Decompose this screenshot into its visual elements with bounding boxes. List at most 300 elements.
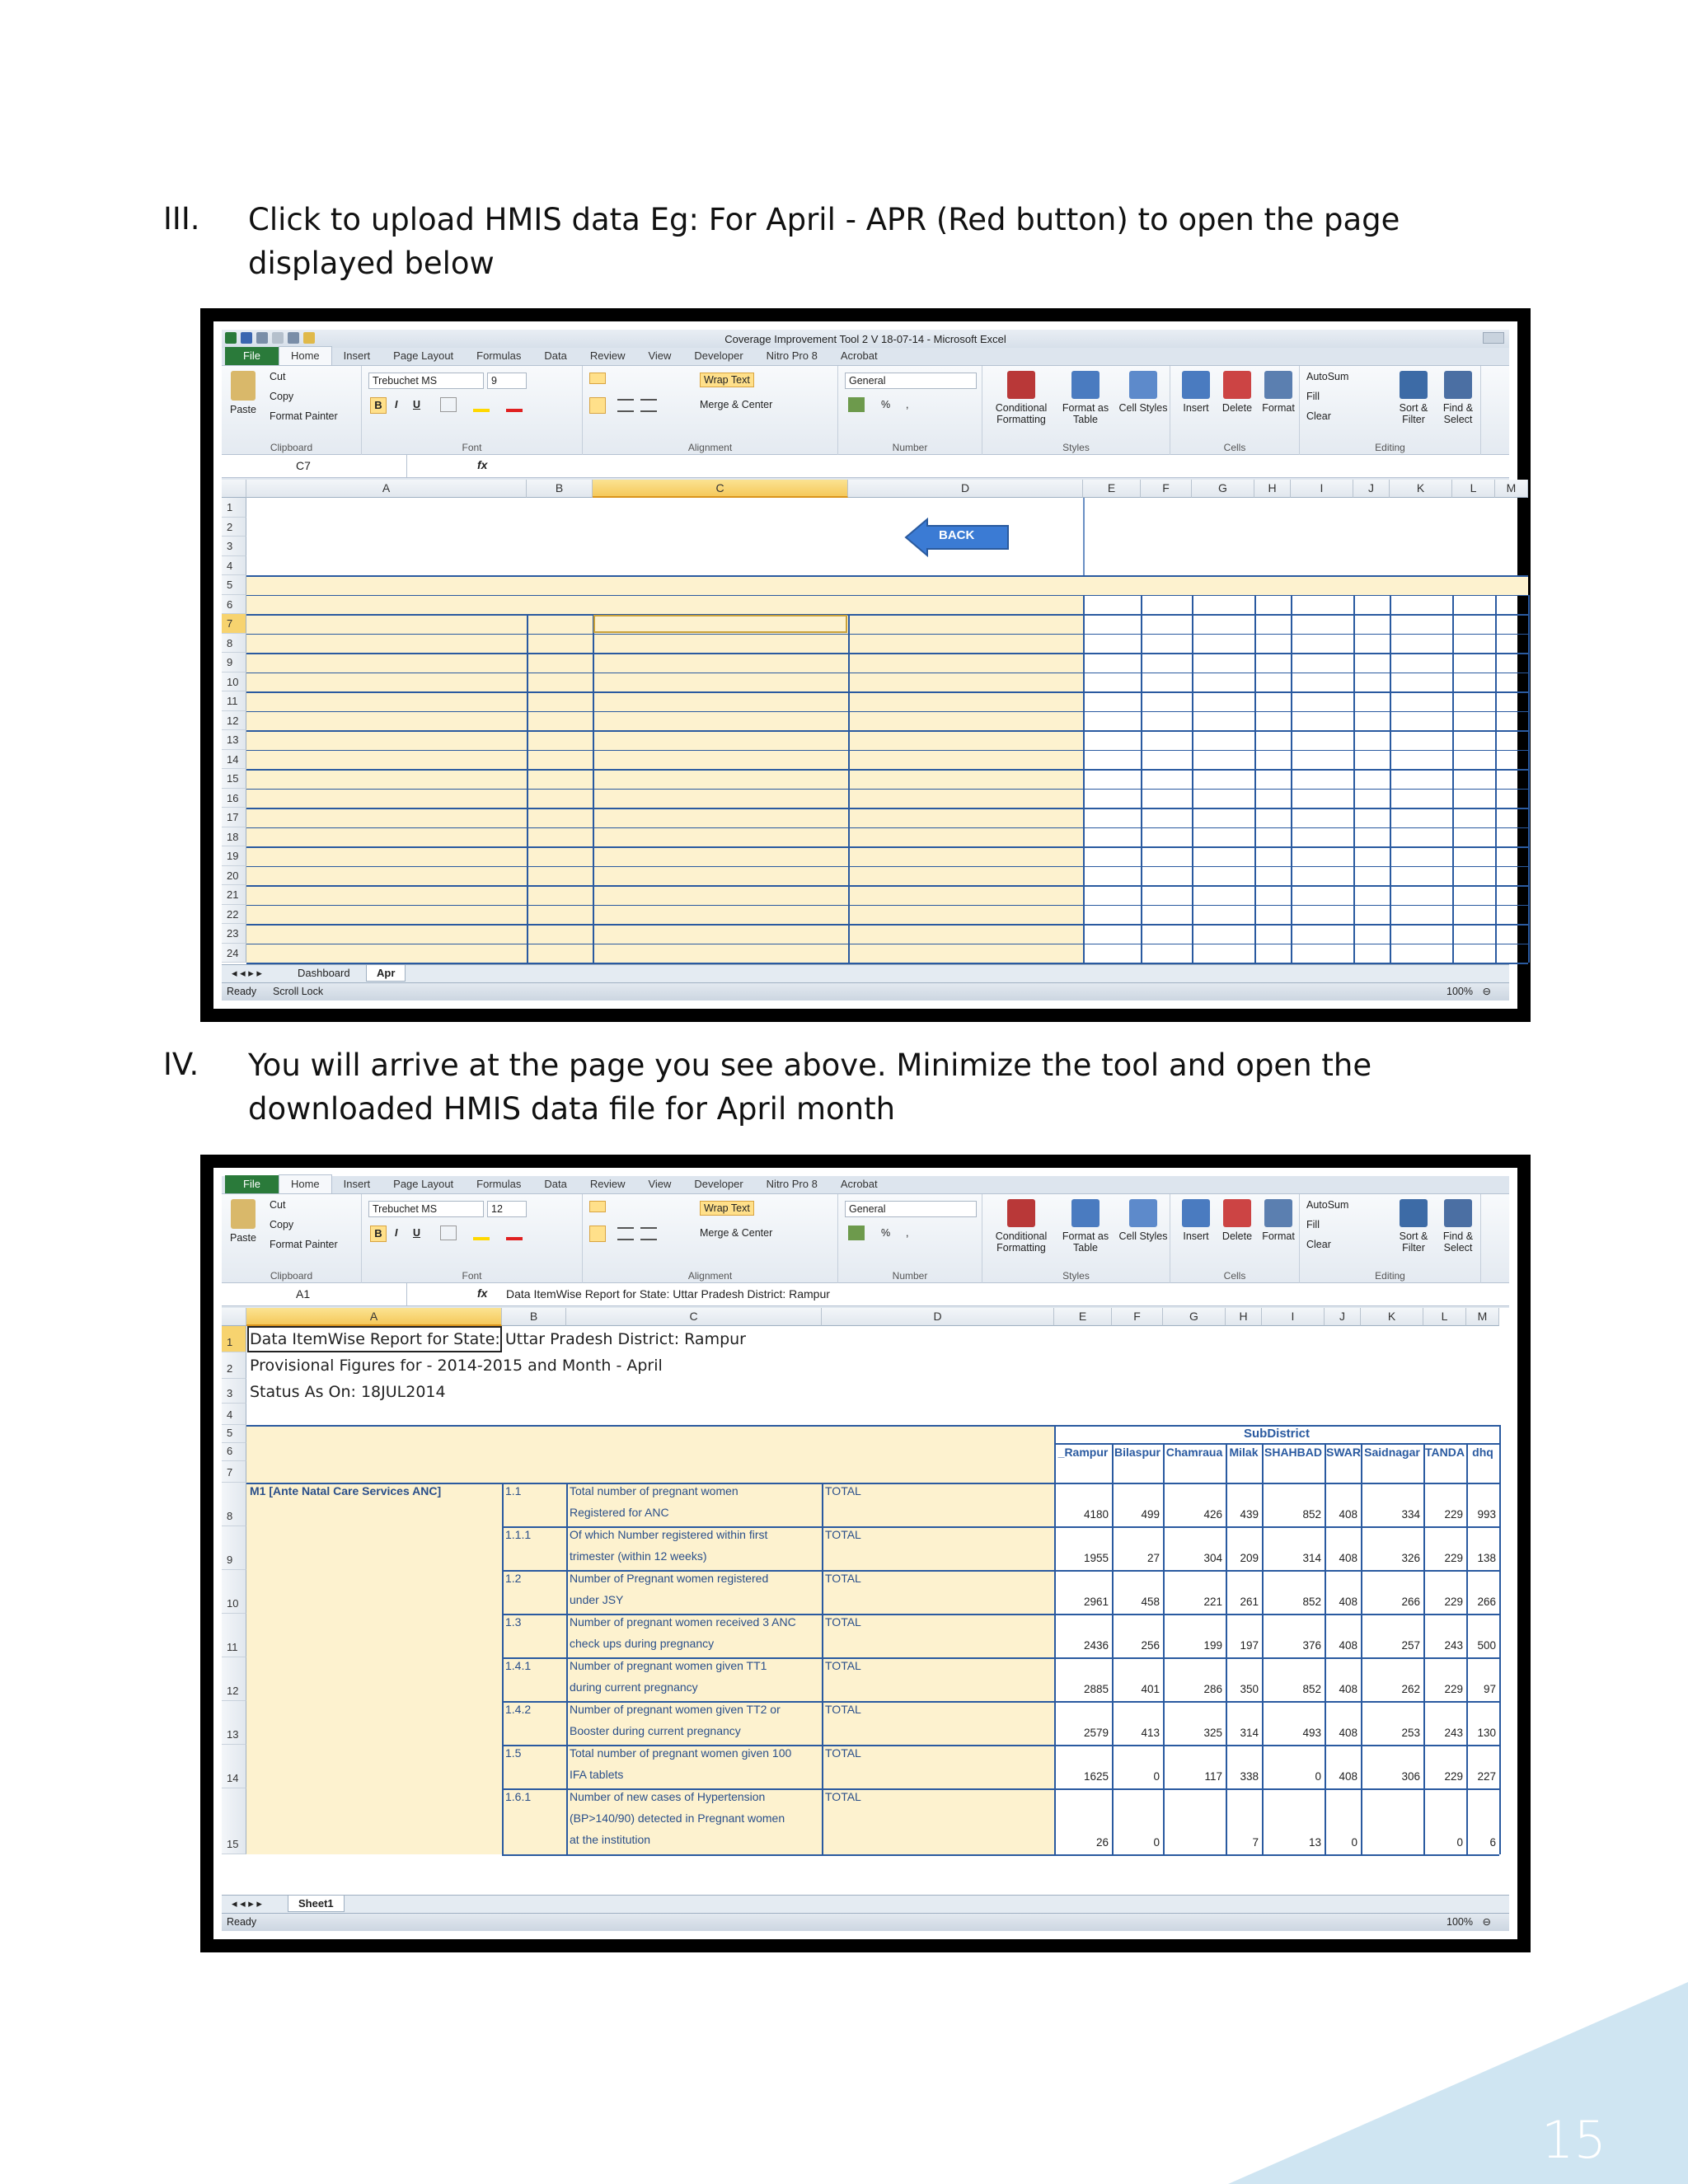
row-header-12[interactable]: 12 <box>222 1657 246 1701</box>
col-header-L[interactable]: L <box>1452 480 1495 498</box>
col-header-H[interactable]: H <box>1226 1308 1262 1326</box>
row-header-2[interactable]: 2 <box>222 518 246 537</box>
item-value: 408 <box>1339 1596 1357 1608</box>
item-value: 13 <box>1308 1836 1321 1849</box>
fx-icon[interactable]: fx <box>477 458 488 471</box>
row-header-13[interactable]: 13 <box>222 1701 246 1745</box>
percent-button[interactable]: % <box>881 399 891 410</box>
sort-button[interactable] <box>1392 371 1435 425</box>
paste-label: Paste <box>230 404 256 415</box>
col-header-B[interactable]: B <box>502 1308 566 1326</box>
font-name-select[interactable]: Trebuchet MS <box>368 373 484 389</box>
row-header-4[interactable]: 4 <box>222 556 246 576</box>
conditional-button[interactable] <box>990 371 1053 425</box>
col-header-J[interactable]: J <box>1325 1308 1361 1326</box>
name-box[interactable]: A1 <box>222 1283 407 1305</box>
zoom-out-icon[interactable]: ⊖ <box>1482 986 1491 997</box>
item-value: 0 <box>1351 1836 1357 1849</box>
align-right-icon[interactable] <box>640 399 657 412</box>
formula-input[interactable]: Data ItemWise Report for State: Uttar Pradesh District: Rampur <box>506 1287 830 1301</box>
row-header-7[interactable]: 7 <box>222 614 246 634</box>
grid-hline <box>246 750 1528 752</box>
row-header-8[interactable]: 8 <box>222 634 246 654</box>
ribbon <box>222 1194 1509 1283</box>
col-header-H[interactable]: H <box>1254 480 1291 498</box>
screenshot-2-frame <box>200 1155 1531 1952</box>
zoom-out-icon[interactable]: ⊖ <box>1482 1916 1491 1928</box>
align-center-icon[interactable] <box>617 1227 634 1240</box>
wrap-text-button[interactable]: Wrap Text <box>700 1201 754 1216</box>
cell-styles-button[interactable] <box>1112 1199 1175 1242</box>
col-header-K[interactable]: K <box>1361 1308 1423 1326</box>
ribbon-tab-home[interactable]: Home <box>279 346 332 365</box>
grid-vline <box>1528 595 1530 963</box>
sort-button[interactable] <box>1392 1199 1435 1254</box>
item-value: 2961 <box>1083 1596 1109 1608</box>
subdistrict-label: SubDistrict <box>1243 1427 1310 1441</box>
grid-vline <box>1163 1443 1165 1483</box>
item-value: 852 <box>1302 1508 1321 1521</box>
comma-button[interactable]: , <box>906 399 909 410</box>
ribbon-tabs <box>222 1176 1509 1194</box>
row-header-14[interactable]: 14 <box>222 750 246 770</box>
col-header-E[interactable]: E <box>1083 480 1141 498</box>
paste-button[interactable] <box>227 371 260 415</box>
grid-hline <box>246 614 1528 616</box>
align-top-button[interactable] <box>589 373 606 384</box>
item-value: 7 <box>1252 1836 1259 1849</box>
cell-styles-label: Cell Styles <box>1118 1230 1168 1242</box>
row-header-9[interactable]: 9 <box>222 1526 246 1570</box>
row-header-11[interactable]: 11 <box>222 1614 246 1657</box>
row-header-4[interactable]: 4 <box>222 1404 246 1425</box>
ribbon-tab-insert[interactable]: Insert <box>343 349 371 362</box>
sort-label: Sort & Filter <box>1399 402 1428 425</box>
item-value: 6 <box>1489 1836 1496 1849</box>
grid-vline <box>1163 1483 1165 1854</box>
group-label-cells: Cells <box>1223 442 1246 453</box>
merge-center-button[interactable]: Merge & Center <box>700 1227 773 1239</box>
fx-icon[interactable]: fx <box>477 1286 488 1300</box>
delete-cells-button[interactable] <box>1217 371 1257 414</box>
col-header-L[interactable]: L <box>1423 1308 1466 1326</box>
delete-cells-button[interactable] <box>1217 1199 1257 1242</box>
item-value: 286 <box>1203 1683 1222 1695</box>
row-header-7[interactable]: 7 <box>222 1461 246 1483</box>
sheet-tab-bar <box>222 964 1509 982</box>
row-header-22[interactable]: 22 <box>222 905 246 925</box>
col-header-M[interactable]: M <box>1495 480 1528 498</box>
ribbon-tab-file[interactable]: File <box>225 1175 279 1193</box>
item-description: trimester (within 12 weeks) <box>570 1549 707 1563</box>
grid-vline <box>1112 1483 1114 1854</box>
align-left-button[interactable] <box>589 1226 606 1242</box>
col-header-J[interactable]: J <box>1353 480 1390 498</box>
item-type: TOTAL <box>825 1659 861 1672</box>
selected-cell-a1[interactable] <box>247 1326 502 1352</box>
find-label: Find & Select <box>1442 402 1474 425</box>
item-type: TOTAL <box>825 1572 861 1585</box>
find-button[interactable] <box>1437 1199 1479 1254</box>
back-button[interactable] <box>906 518 1009 557</box>
italic-button[interactable]: I <box>395 1227 398 1239</box>
row-header-10[interactable]: 10 <box>222 1570 246 1614</box>
align-left-button[interactable] <box>589 397 606 414</box>
grid-vline <box>1112 1443 1114 1483</box>
format-cells-icon <box>1264 1199 1292 1227</box>
item-value: 257 <box>1401 1639 1420 1652</box>
grid-hline <box>502 1788 1499 1790</box>
bold-button[interactable]: B <box>370 1226 387 1242</box>
row-header-9[interactable]: 9 <box>222 653 246 673</box>
col-header-D[interactable]: D <box>822 1308 1054 1326</box>
item-code: 1.3 <box>505 1615 522 1629</box>
title-bar <box>222 330 1509 348</box>
ribbon-tab-developer[interactable]: Developer <box>694 1178 743 1190</box>
clear-button[interactable]: Clear <box>1306 1239 1331 1250</box>
report-header-line-2: Provisional Figures for - 2014-2015 and Month - April <box>250 1357 663 1375</box>
item-value: 408 <box>1339 1508 1357 1521</box>
delete-cells-icon <box>1223 1199 1251 1227</box>
item-value: 314 <box>1302 1552 1321 1564</box>
row-header-3[interactable]: 3 <box>222 1379 246 1404</box>
item-value: 852 <box>1302 1596 1321 1608</box>
col-header-A[interactable]: A <box>246 480 527 498</box>
col-header-G[interactable]: G <box>1192 480 1254 498</box>
item-value: 401 <box>1141 1683 1160 1695</box>
bold-button[interactable]: B <box>370 397 387 414</box>
fill-button[interactable]: Fill <box>1306 1219 1320 1230</box>
item-value: 229 <box>1444 1596 1463 1608</box>
item-value: 304 <box>1203 1552 1222 1564</box>
sheet-nav-icon[interactable]: ◂ ◂ ▸ ▸ <box>232 967 262 979</box>
format-table-icon <box>1071 371 1100 399</box>
group-label-font: Font <box>462 1270 482 1282</box>
sheet-tab-dashboard[interactable]: Dashboard <box>298 967 350 979</box>
col-header-C[interactable]: C <box>593 480 848 498</box>
item-value: 138 <box>1477 1552 1496 1564</box>
grid-hline <box>246 846 1528 848</box>
grid-vline <box>1495 595 1497 963</box>
row-header-10[interactable]: 10 <box>222 673 246 692</box>
col-header-I[interactable]: I <box>1262 1308 1325 1326</box>
sort-icon <box>1400 1199 1428 1227</box>
item-description: Number of Pregnant women registered <box>570 1572 769 1585</box>
copy-button[interactable]: Copy <box>270 391 294 402</box>
ribbon-tab-insert[interactable]: Insert <box>343 1178 371 1190</box>
ribbon-tab-nitro-pro-8[interactable]: Nitro Pro 8 <box>766 349 818 362</box>
ribbon-tab-data[interactable]: Data <box>544 1178 567 1190</box>
format-cells-button[interactable] <box>1259 1199 1298 1242</box>
wrap-text-button[interactable]: Wrap Text <box>700 373 754 387</box>
cut-button[interactable]: Cut <box>270 1199 286 1211</box>
col-header-D[interactable]: D <box>848 480 1083 498</box>
find-icon <box>1444 1199 1472 1227</box>
select-all-corner[interactable] <box>222 480 246 498</box>
row-header-20[interactable]: 20 <box>222 866 246 886</box>
font-size-select[interactable]: 9 <box>487 373 527 389</box>
grid-vline <box>1423 1483 1425 1854</box>
align-right-icon[interactable] <box>640 1227 657 1240</box>
item-value: 261 <box>1240 1596 1259 1608</box>
borders-icon[interactable] <box>440 1226 457 1240</box>
borders-icon[interactable] <box>440 397 457 412</box>
align-top-button[interactable] <box>589 1201 606 1212</box>
grid-hline <box>246 769 1528 771</box>
step-3-number: III. <box>163 201 200 237</box>
item-value: 243 <box>1444 1727 1463 1739</box>
grid-hline <box>246 808 1528 809</box>
merge-center-button[interactable]: Merge & Center <box>700 399 773 410</box>
font-name-select[interactable]: Trebuchet MS <box>368 1201 484 1217</box>
format-table-label: Format as Table <box>1062 402 1109 425</box>
align-center-icon[interactable] <box>617 399 634 412</box>
selected-cell-c7[interactable] <box>593 615 847 633</box>
format-cells-icon <box>1264 371 1292 399</box>
clear-button[interactable]: Clear <box>1306 410 1331 422</box>
sheet-tab-apr[interactable]: Apr <box>366 965 406 982</box>
grid-hline <box>246 924 1528 926</box>
ribbon-tab-acrobat[interactable]: Acrobat <box>840 1178 878 1190</box>
item-code: 1.5 <box>505 1746 522 1760</box>
ribbon-tab-nitro-pro-8[interactable]: Nitro Pro 8 <box>766 1178 818 1190</box>
copy-button[interactable]: Copy <box>270 1219 294 1230</box>
grid-vline <box>1054 1425 1056 1483</box>
row-header-18[interactable]: 18 <box>222 827 246 847</box>
insert-cells-label: Insert <box>1183 402 1209 414</box>
item-value: 2579 <box>1083 1727 1109 1739</box>
worksheet-grid[interactable] <box>222 480 1517 964</box>
item-value: 229 <box>1444 1552 1463 1564</box>
paste-button[interactable] <box>227 1199 260 1244</box>
row-header-5[interactable]: 5 <box>222 575 246 595</box>
item-value: 413 <box>1141 1727 1160 1739</box>
ribbon-tab-data[interactable]: Data <box>544 349 567 362</box>
subdistrict-name: SHAHBAD <box>1264 1446 1322 1459</box>
item-type: TOTAL <box>825 1528 861 1541</box>
window-minimize-button[interactable] <box>1483 332 1504 344</box>
item-value: 97 <box>1483 1683 1496 1695</box>
row-header-2[interactable]: 2 <box>222 1352 246 1379</box>
row-header-19[interactable]: 19 <box>222 846 246 866</box>
conditional-button[interactable] <box>990 1199 1053 1254</box>
screenshot-1-frame <box>200 308 1531 1022</box>
item-value: 500 <box>1477 1639 1496 1652</box>
formula-bar <box>222 1283 1509 1306</box>
ribbon-tab-developer[interactable]: Developer <box>694 349 743 362</box>
item-value: 0 <box>1315 1770 1321 1783</box>
row-header-5[interactable]: 5 <box>222 1425 246 1443</box>
name-box[interactable]: C7 <box>222 455 407 477</box>
subdistrict-name: Chamraua <box>1165 1446 1223 1459</box>
row-header-13[interactable]: 13 <box>222 730 246 750</box>
item-description: Number of new cases of Hypertension <box>570 1790 766 1803</box>
row-header-6[interactable]: 6 <box>222 1443 246 1461</box>
delete-cells-label: Delete <box>1221 402 1253 414</box>
grid-hline <box>1054 1443 1499 1445</box>
group-label-clipboard: Clipboard <box>270 442 313 453</box>
ribbon-tab-page-layout[interactable]: Page Layout <box>393 349 454 362</box>
item-value: 306 <box>1401 1770 1420 1783</box>
row-header-15[interactable]: 15 <box>222 1788 246 1854</box>
cell-styles-label: Cell Styles <box>1118 402 1168 414</box>
number-format-select[interactable]: General <box>845 373 977 389</box>
grid-hline <box>246 575 1528 577</box>
row-header-16[interactable]: 16 <box>222 789 246 808</box>
item-value: 229 <box>1444 1508 1463 1521</box>
format-painter-button[interactable]: Format Painter <box>270 410 338 422</box>
insert-cells-button[interactable] <box>1176 1199 1216 1242</box>
format-table-button[interactable] <box>1054 1199 1117 1254</box>
autosum-button[interactable]: AutoSum <box>1306 371 1349 382</box>
ribbon-tab-formulas[interactable]: Formulas <box>476 1178 522 1190</box>
item-description: Of which Number registered within first <box>570 1528 768 1541</box>
row-header-24[interactable]: 24 <box>222 944 246 963</box>
grid-hline <box>246 673 1528 674</box>
row-header-11[interactable]: 11 <box>222 691 246 711</box>
ribbon-tab-formulas[interactable]: Formulas <box>476 349 522 362</box>
row-header-1[interactable]: 1 <box>222 498 246 518</box>
subdistrict-name: Saidnagar <box>1364 1446 1420 1459</box>
find-button[interactable] <box>1437 371 1479 425</box>
subdistrict-name: SWAR <box>1326 1446 1361 1459</box>
format-cells-button[interactable] <box>1259 371 1298 414</box>
insert-cells-button[interactable] <box>1176 371 1216 414</box>
item-value: 130 <box>1477 1727 1496 1739</box>
item-value: 852 <box>1302 1683 1321 1695</box>
currency-icon[interactable] <box>848 1226 865 1240</box>
col-header-G[interactable]: G <box>1163 1308 1226 1326</box>
row-header-6[interactable]: 6 <box>222 595 246 615</box>
ribbon-tab-review[interactable]: Review <box>589 349 626 362</box>
ribbon-tab-home[interactable]: Home <box>279 1174 332 1193</box>
sheet-tab-sheet1[interactable]: Sheet1 <box>288 1896 345 1912</box>
underline-button[interactable]: U <box>413 399 421 410</box>
grid-vline <box>822 1483 823 1854</box>
worksheet-grid[interactable] <box>222 1308 1509 1895</box>
fill-color-icon[interactable] <box>473 1226 490 1240</box>
item-code: 1.4.1 <box>505 1659 532 1672</box>
item-value: 229 <box>1444 1683 1463 1695</box>
grid-hline <box>246 653 1528 654</box>
fill-button[interactable]: Fill <box>1306 391 1320 402</box>
font-color-icon[interactable] <box>506 1226 523 1240</box>
item-value: 0 <box>1153 1770 1160 1783</box>
autosum-button[interactable]: AutoSum <box>1306 1199 1349 1211</box>
item-value: 458 <box>1141 1596 1160 1608</box>
ribbon-tab-file[interactable]: File <box>225 347 279 365</box>
ribbon-tab-view[interactable]: View <box>648 1178 672 1190</box>
item-value: 4180 <box>1083 1508 1109 1521</box>
zoom-level[interactable]: 100% <box>1447 1916 1473 1928</box>
item-value: 439 <box>1240 1508 1259 1521</box>
font-color-icon[interactable] <box>506 397 523 412</box>
col-header-E[interactable]: E <box>1054 1308 1112 1326</box>
font-size-select[interactable]: 12 <box>487 1201 527 1217</box>
item-value: 493 <box>1302 1727 1321 1739</box>
col-header-C[interactable]: C <box>566 1308 822 1326</box>
ribbon-tab-page-layout[interactable]: Page Layout <box>393 1178 454 1190</box>
grid-vline <box>1325 1443 1326 1483</box>
sheet-nav-icon[interactable]: ◂ ◂ ▸ ▸ <box>232 1897 262 1910</box>
col-header-B[interactable]: B <box>527 480 593 498</box>
row-header-15[interactable]: 15 <box>222 769 246 789</box>
grid-hline <box>246 789 1528 790</box>
grid-vline <box>593 614 594 963</box>
item-code: 1.1 <box>505 1484 522 1497</box>
grid-vline <box>566 1483 568 1854</box>
grid-hline <box>246 1483 1499 1484</box>
col-header-I[interactable]: I <box>1291 480 1353 498</box>
conditional-icon <box>1007 1199 1035 1227</box>
item-description: (BP>140/90) detected in Pregnant women <box>570 1811 785 1825</box>
cut-button[interactable]: Cut <box>270 371 286 382</box>
col-header-F[interactable]: F <box>1141 480 1192 498</box>
item-type: TOTAL <box>825 1484 861 1497</box>
ribbon-tab-view[interactable]: View <box>648 349 672 362</box>
fill-color-icon[interactable] <box>473 397 490 412</box>
row-header-12[interactable]: 12 <box>222 711 246 731</box>
grid-vline <box>1361 1483 1362 1854</box>
item-description: Total number of pregnant women given 100 <box>570 1746 792 1760</box>
item-type: TOTAL <box>825 1703 861 1716</box>
sheet-tab-bar <box>222 1895 1509 1913</box>
item-code: 1.6.1 <box>505 1790 532 1803</box>
ribbon-tab-review[interactable]: Review <box>589 1178 626 1190</box>
format-table-label: Format as Table <box>1062 1230 1109 1254</box>
ribbon-tab-acrobat[interactable]: Acrobat <box>840 349 878 362</box>
item-value: 338 <box>1240 1770 1259 1783</box>
percent-button[interactable]: % <box>881 1227 891 1239</box>
row-header-17[interactable]: 17 <box>222 808 246 827</box>
section-label: M1 [Ante Natal Care Services ANC] <box>250 1484 442 1497</box>
row-header-1[interactable]: 1 <box>222 1326 246 1352</box>
zoom-level[interactable]: 100% <box>1447 986 1473 997</box>
underline-button[interactable]: U <box>413 1227 421 1239</box>
col-header-M[interactable]: M <box>1466 1308 1499 1326</box>
col-header-F[interactable]: F <box>1112 1308 1163 1326</box>
item-value: 0 <box>1153 1836 1160 1849</box>
row-header-14[interactable]: 14 <box>222 1745 246 1788</box>
group-label-clipboard: Clipboard <box>270 1270 313 1282</box>
currency-icon[interactable] <box>848 397 865 412</box>
italic-button[interactable]: I <box>395 399 398 410</box>
grid-hline <box>502 1701 1499 1703</box>
row-header-23[interactable]: 23 <box>222 924 246 944</box>
col-header-K[interactable]: K <box>1390 480 1452 498</box>
col-header-A[interactable]: A <box>246 1308 502 1326</box>
row-header-8[interactable]: 8 <box>222 1483 246 1526</box>
item-description: Number of pregnant women given TT1 <box>570 1659 767 1672</box>
group-label-cells: Cells <box>1223 1270 1246 1282</box>
format-painter-button[interactable]: Format Painter <box>270 1239 338 1250</box>
cell-styles-button[interactable] <box>1112 371 1175 414</box>
grid-vline <box>1361 1443 1362 1483</box>
grid-vline <box>1192 595 1193 963</box>
window-title: Coverage Improvement Tool 2 V 18-07-14 - Microsoft Excel <box>724 333 1006 345</box>
grid-vline <box>1262 1443 1264 1483</box>
grid-hline <box>246 827 1528 829</box>
comma-button[interactable]: , <box>906 1227 909 1239</box>
format-table-button[interactable] <box>1054 371 1117 425</box>
item-value: 253 <box>1401 1727 1420 1739</box>
row-header-21[interactable]: 21 <box>222 885 246 905</box>
row-header-3[interactable]: 3 <box>222 537 246 556</box>
number-format-select[interactable]: General <box>845 1201 977 1217</box>
item-value: 408 <box>1339 1770 1357 1783</box>
item-value: 376 <box>1302 1639 1321 1652</box>
select-all-corner[interactable] <box>222 1308 246 1326</box>
